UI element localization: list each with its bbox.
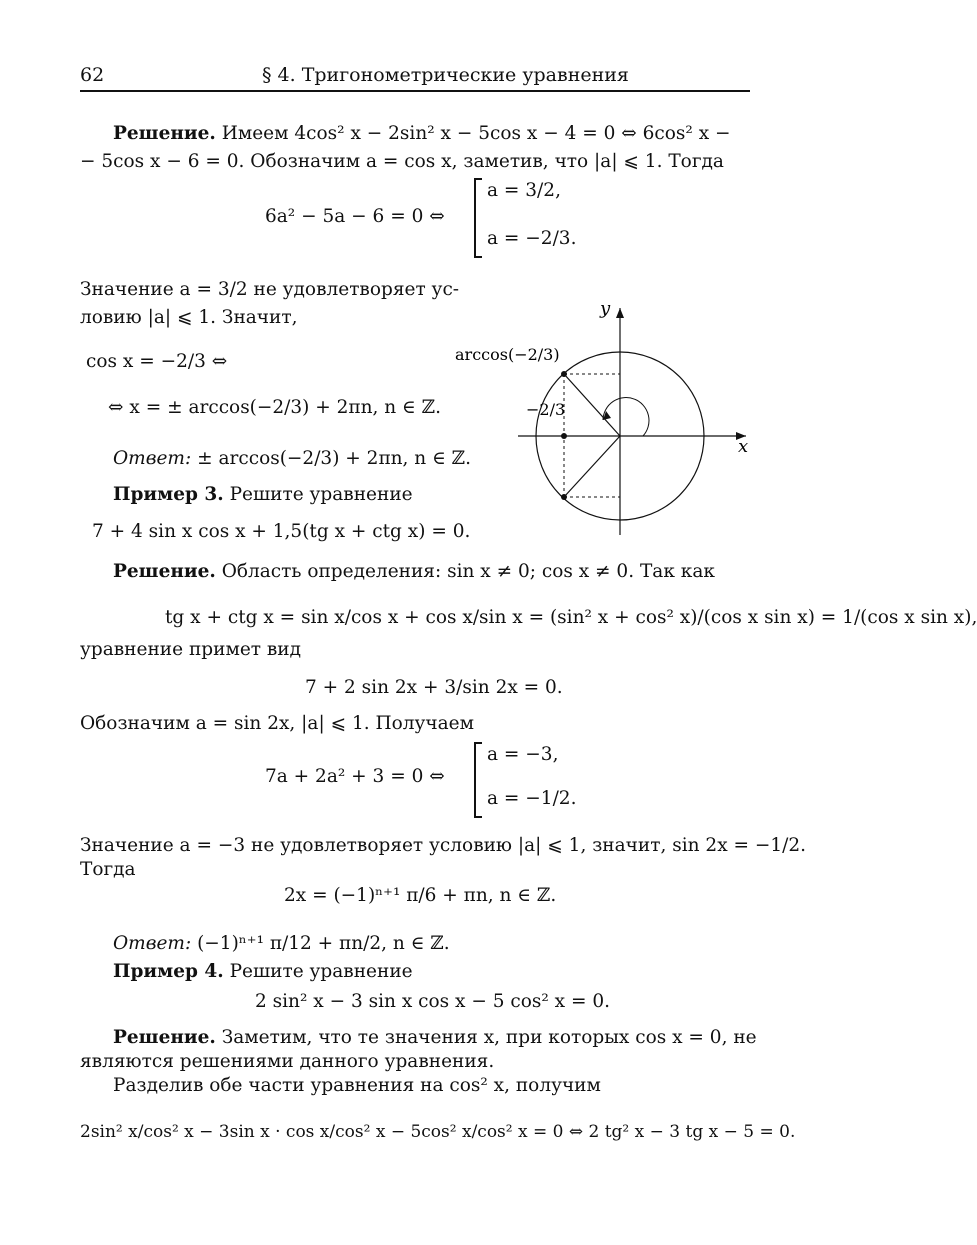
example3-reduced-equation: 7 + 2 sin 2x + 3/sin 2x = 0.: [305, 677, 563, 698]
example3-domain: Область определения: sin x ≠ 0; cos x ≠ 0. Так как: [221, 561, 715, 582]
sol1-answer: ± arccos(−2/3) + 2πn, n ∈ ℤ.: [197, 448, 472, 469]
running-head: § 4. Тригонометрические уравнения: [262, 64, 629, 86]
point-lower: [561, 494, 567, 500]
example3-note: Значение a = −3 не удовлетворяет условию |a| ⩽ 1, значит, sin 2x = −1/2.: [80, 835, 807, 856]
example3-text: Решите уравнение: [229, 484, 413, 505]
sol1-quadratic: 6a² − 5a − 6 = 0 ⇔: [265, 206, 445, 227]
sol1-note1: Значение a = 3/2 не удовлетворяет ус-: [80, 279, 460, 300]
arccos-label: arccos(−2/3): [455, 345, 560, 364]
example4-solution-label: Решение.: [113, 1027, 216, 1048]
radius-lower: [564, 436, 620, 497]
sol1-answer-line: [113, 447, 471, 471]
sol1-label: Решение.: [113, 123, 216, 144]
example4-equation: 2 sin² x − 3 sin x cos x − 5 cos² x = 0.: [255, 991, 610, 1012]
example4-obs1: Заметим, что те значения x, при которых cos x = 0, не: [221, 1027, 757, 1048]
y-axis-label: y: [600, 298, 611, 319]
example4-line: [113, 960, 413, 984]
example4-label: Пример 4.: [113, 961, 224, 982]
example3-domain-line: [113, 560, 715, 584]
sol1-line1: [113, 122, 731, 146]
example3-answer-line: [113, 932, 450, 956]
example3-answer: (−1)ⁿ⁺¹ π/12 + πn/2, n ∈ ℤ.: [197, 933, 450, 954]
case-bracket-1: [474, 178, 482, 258]
example3-solution-label: Решение.: [113, 561, 216, 582]
example3-substitution: Обозначим a = sin 2x, |a| ⩽ 1. Получаем: [80, 713, 474, 734]
sol1-cos-eq: cos x = −2/3 ⇔: [86, 351, 228, 372]
example3-new-form: уравнение примет вид: [80, 639, 302, 660]
example4-text: Решите уравнение: [229, 961, 413, 982]
x-axis-label: x: [738, 436, 749, 457]
case-bracket-2: [474, 742, 482, 818]
example3-equation: 7 + 4 sin x cos x + 1,5(tg x + ctg x) = 0.: [92, 521, 471, 542]
example3-label: Пример 3.: [113, 484, 224, 505]
point-upper: [561, 371, 567, 377]
sol1-line2: − 5cos x − 6 = 0. Обозначим a = cos x, заметив, что |a| ⩽ 1. Тогда: [80, 151, 724, 172]
unit-circle-figure: [450, 290, 760, 540]
example4-obs2: являются решениями данного уравнения.: [80, 1051, 495, 1072]
sol1-case2: a = −2/3.: [487, 228, 577, 249]
example3-case2: a = −1/2.: [487, 788, 577, 809]
page-number: 62: [80, 64, 105, 86]
sol1-case1: a = 3/2,: [487, 180, 561, 201]
example3-case1: a = −3,: [487, 744, 559, 765]
example4-obs-line: [113, 1026, 757, 1050]
example4-divide: Разделив обе части уравнения на cos² x, получим: [113, 1075, 601, 1096]
example4-final: 2sin² x/cos² x − 3sin x · cos x/cos² x − 5cos² x/cos² x = 0 ⇔ 2 tg² x − 3 tg x − 5 = 0.: [80, 1122, 796, 1142]
sol1-solution: ⇔ x = ± arccos(−2/3) + 2πn, n ∈ ℤ.: [108, 397, 442, 418]
example3-identity: tg x + ctg x = sin x/cos x + cos x/sin x = (sin² x + cos² x)/(cos x sin x) = 1/(cos x sin x),: [165, 607, 977, 628]
example3-quadratic: 7a + 2a² + 3 = 0 ⇔: [265, 766, 445, 787]
sol1-answer-label: Ответ:: [113, 448, 192, 469]
example3-then: Тогда: [80, 859, 136, 880]
minus-two-thirds-label: −2/3: [526, 400, 566, 419]
y-axis-arrow: [616, 308, 624, 318]
example3-root: 2x = (−1)ⁿ⁺¹ π/6 + πn, n ∈ ℤ.: [284, 885, 557, 906]
point-axis: [561, 433, 567, 439]
sol1-note2: ловию |a| ⩽ 1. Значит,: [80, 307, 298, 328]
sol1-text1: Имеем 4cos² x − 2sin² x − 5cos x − 4 = 0 ⇔ 6cos² x −: [221, 123, 731, 144]
header-rule: [80, 90, 750, 92]
example3-line: [113, 483, 413, 507]
example3-answer-label: Ответ:: [113, 933, 192, 954]
radius-upper: [564, 374, 620, 436]
